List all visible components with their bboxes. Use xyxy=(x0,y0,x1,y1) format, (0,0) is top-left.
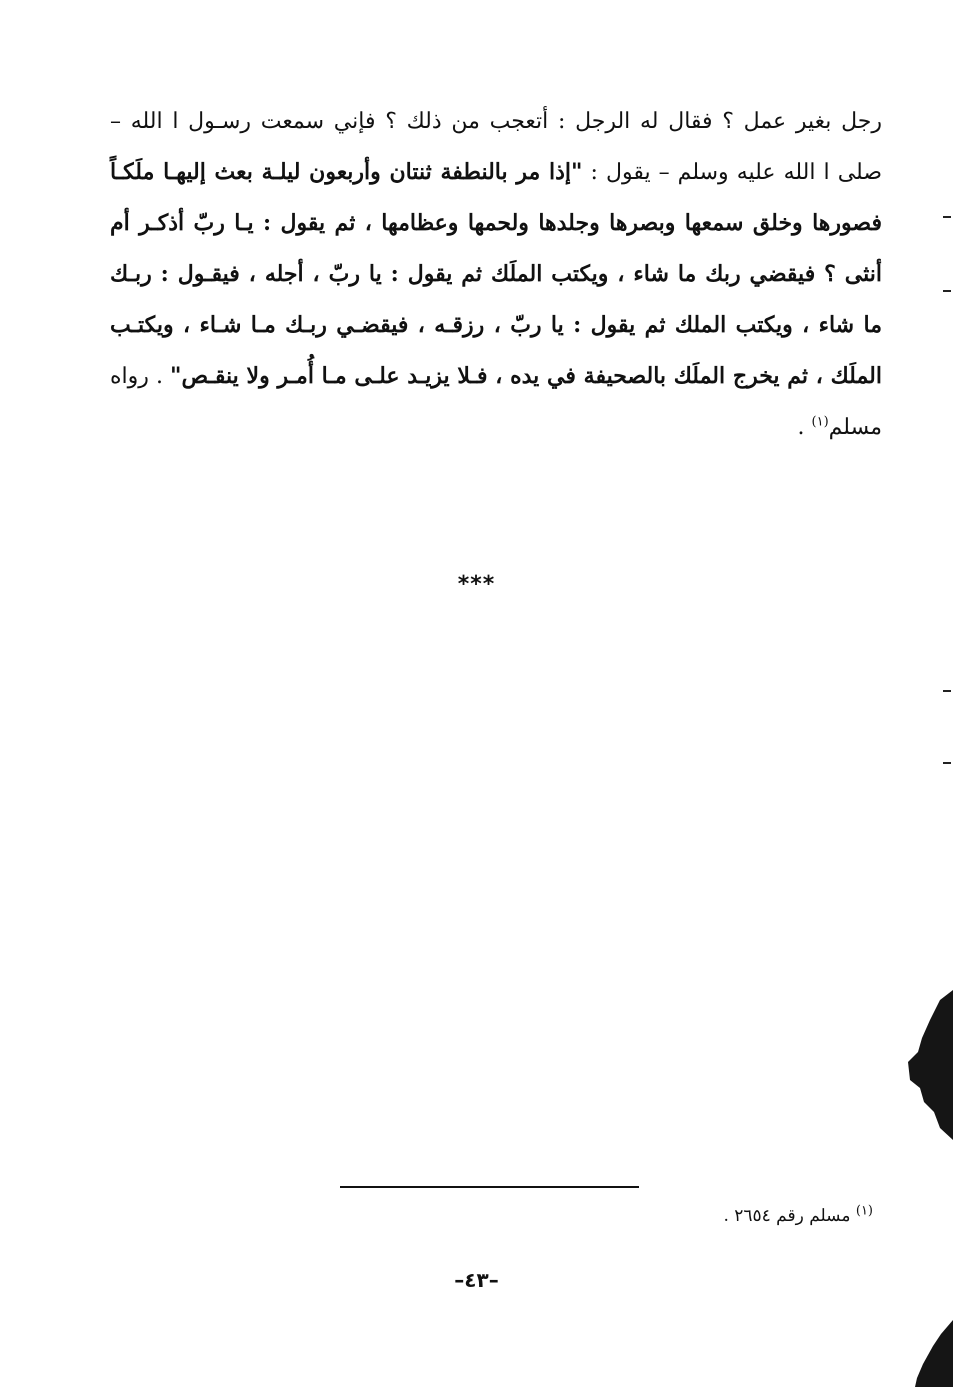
footnote-marker: (١) xyxy=(855,1203,873,1219)
section-separator: *** xyxy=(457,572,496,597)
scan-tick xyxy=(943,290,951,292)
footnote-divider xyxy=(340,1186,639,1188)
text-line-5 xyxy=(110,300,882,351)
text-line-4 xyxy=(110,249,882,300)
hadith-quote-end: الملَك ، ثم يخرج الملَك بالصحيفة في يده ، فـلا يزيـد علـى مـا أُمـر ولا ينقـص" xyxy=(170,363,882,389)
text-segment: فصورها وخلق سمعها وبصرها وجلدها ولحمها وعظامها ، ثم يقول : يـا ربّ أذكـر أم xyxy=(110,210,882,236)
text-line-6 xyxy=(110,351,882,402)
scan-damage-upper xyxy=(900,990,953,1140)
scan-tick xyxy=(943,690,951,692)
text-segment: أنثى ؟ فيقضي ربك ما شاء ، ويكتب الملَك ثم يقول : يا ربّ ، أجله ، فيقـول : ربـك xyxy=(110,261,882,287)
text-segment: ما شاء ، ويكتب الملك ثم يقول : يا ربّ ، رزقـه ، فيقضـي ربـك مـا شـاء ، ويكتـب xyxy=(110,312,882,338)
text-line-3 xyxy=(110,198,882,249)
text-segment: . xyxy=(797,415,812,440)
footnote xyxy=(723,1203,873,1226)
text-segment: رجل بغير عمل ؟ فقال له الرجل : أتعجب من ذلك ؟ فإني سمعت رسـول ا الله – xyxy=(110,109,882,134)
text-segment: صلى ا الله عليه وسلم – يقول : xyxy=(582,160,883,185)
source-citation: مسلم xyxy=(828,415,882,440)
scan-tick xyxy=(943,216,951,218)
page-number: –٤٣– xyxy=(454,1268,499,1292)
footnote-text: مسلم رقم ٢٦٥٤ . xyxy=(723,1206,856,1226)
text-line-1 xyxy=(110,96,882,147)
hadith-quote-start: "إذا مر بالنطفة ثنتان وأربعون ليلـة بعث إليهـا ملَكـاً xyxy=(110,159,583,185)
text-line-7 xyxy=(110,402,882,453)
hadith-paragraph xyxy=(110,96,882,453)
footnote-reference: (١) xyxy=(811,414,829,430)
scan-tick xyxy=(943,762,951,764)
text-segment: . رواه xyxy=(110,364,171,389)
text-line-2 xyxy=(110,147,882,198)
scan-damage-lower xyxy=(905,1320,953,1387)
